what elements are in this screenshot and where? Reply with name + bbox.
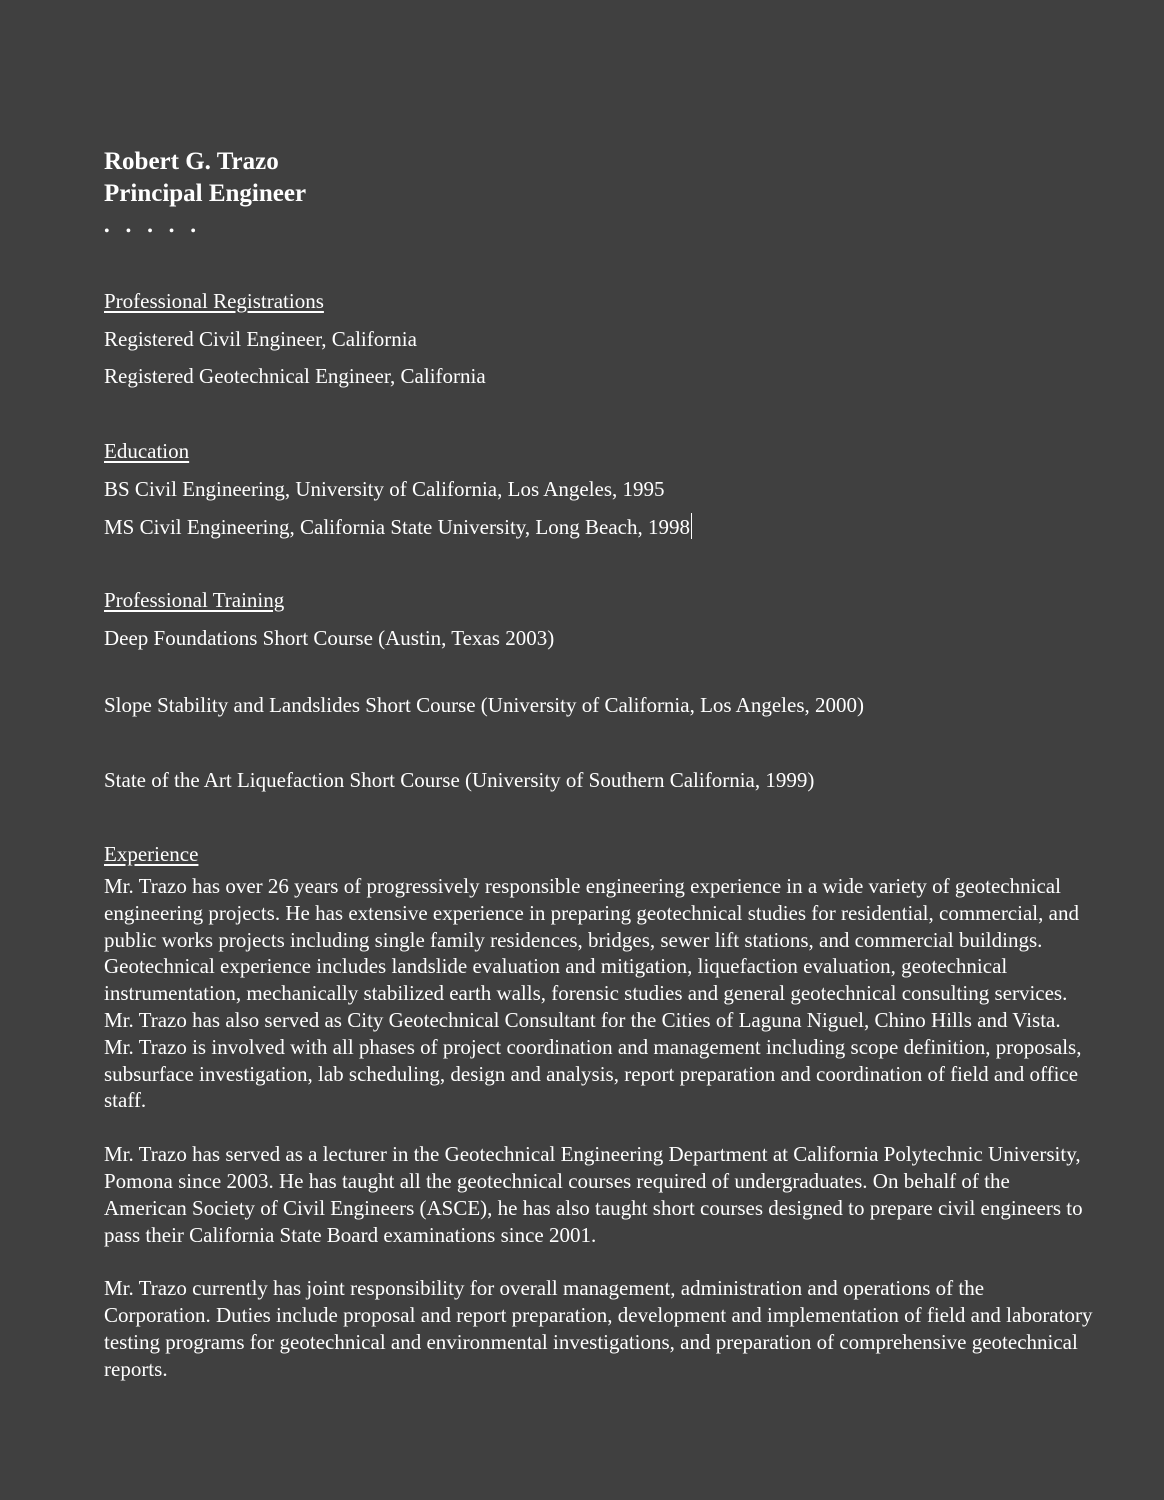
training-item: State of the Art Liquefaction Short Course (University of Southern California, 1999): [104, 768, 815, 792]
education-item: BS Civil Engineering, University of California, Los Angeles, 1995: [104, 477, 665, 501]
text-cursor: [691, 513, 692, 539]
training-section: [104, 587, 1094, 793]
registration-item: Registered Civil Engineer, California: [104, 327, 417, 351]
training-item: Slope Stability and Landslides Short Course (University of California, Los Angeles, 2000): [104, 693, 864, 717]
experience-section: [104, 841, 1094, 1383]
experience-paragraph: Mr. Trazo currently has joint responsibility for overall management, administration and operations of the Corporation. Duties include proposal and report preparation, development and implementation of field and laboratory testing programs for geotechnical and environmental investigations, and preparation of comprehensive geotechnical reports.: [104, 1276, 1093, 1381]
registration-item: Registered Geotechnical Engineer, California: [104, 364, 486, 388]
education-item: MS Civil Engineering, California State University, Long Beach, 1998: [104, 515, 690, 539]
experience-paragraph: Mr. Trazo has over 26 years of progressively responsible engineering experience in a wide variety of geotechnical engineering projects. He has extensive experience in preparing geotechnical studies for residential, commercial, and public works projects including single family residences, bridges, sewer lift stations, and commercial buildings. Geotechnical experience includes landslide evaluation and mitigation, liquefaction evaluation, geotechnical instrumentation, mechanically stabilized earth walls, forensic studies and general geotechnical consulting services. Mr. Trazo has also served as City Geotechnical Consultant for the Cities of Laguna Niguel, Chino Hills and Vista. Mr. Trazo is involved with all phases of project coordination and management including scope definition, proposals, subsurface investigation, lab scheduling, design and analysis, report preparation and coordination of field and office staff.: [104, 874, 1082, 1113]
education-section: [104, 438, 1094, 540]
person-title: Principal Engineer: [104, 180, 307, 207]
person-name: Robert G. Trazo: [104, 148, 279, 175]
training-heading: Professional Training: [104, 588, 285, 612]
header-block: [104, 146, 306, 210]
separator-dots: • • • • •: [104, 223, 203, 240]
education-heading: Education: [104, 439, 190, 463]
experience-heading: Experience: [104, 842, 199, 866]
experience-paragraph: Mr. Trazo has served as a lecturer in the Geotechnical Engineering Department at California Polytechnic University, Pomona since 2003. He has taught all the geotechnical courses required of undergraduates. On behalf of the American Society of Civil Engineers (ASCE), he has also taught short courses designed to prepare civil engineers to pass their California State Board examinations since 2001.: [104, 1142, 1083, 1247]
registrations-heading: Professional Registrations: [104, 289, 324, 313]
training-item: Deep Foundations Short Course (Austin, Texas 2003): [104, 626, 555, 650]
registrations-section: [104, 288, 1094, 389]
